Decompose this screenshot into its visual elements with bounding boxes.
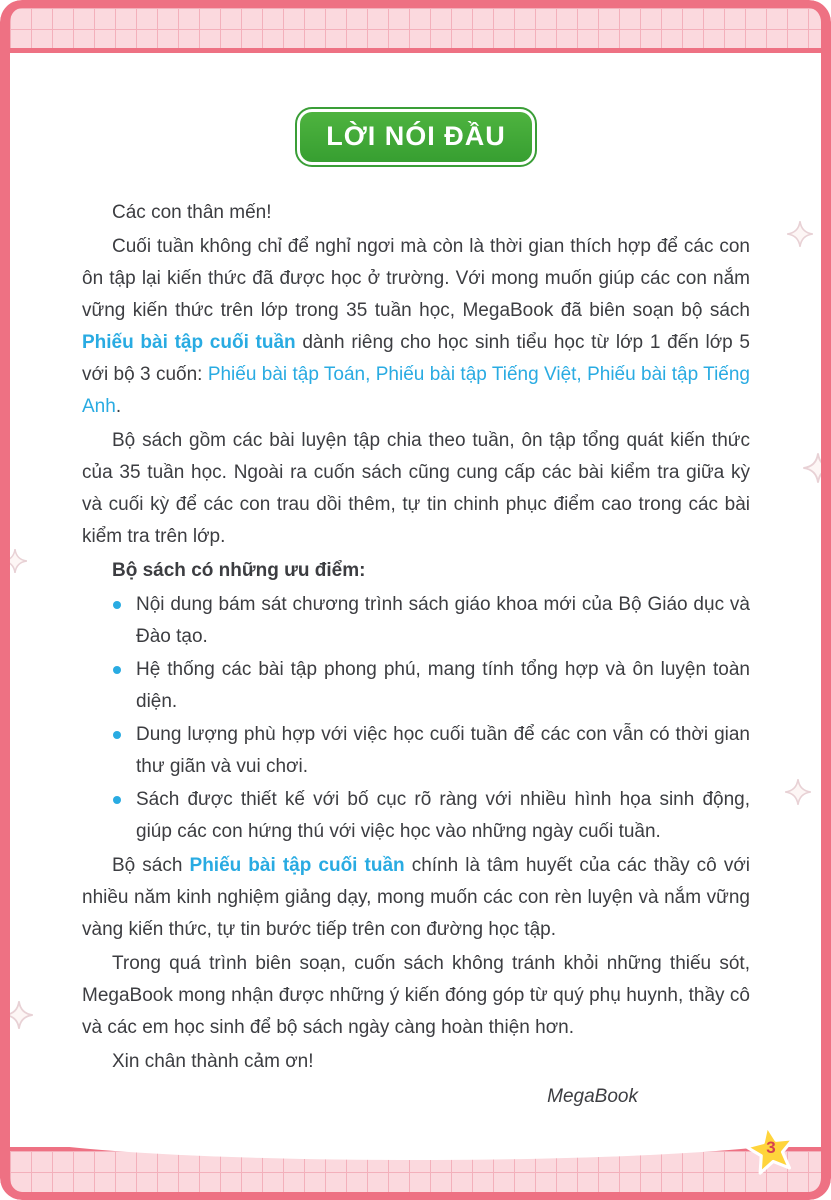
feature-text: Nội dung bám sát chương trình sách giáo khoa mới của Bộ Giáo dục và Đào tạo. xyxy=(136,594,750,647)
overview-paragraph: Bộ sách gồm các bài luyện tập chia theo tuần, ôn tập tổng quát kiến thức của 35 tuần học. Ngoài ra cuốn sách cũng cung cấp các bài kiểm tra giữa kỳ và cuối kỳ để các con trau dồi thêm, tự tin chinh phục điểm cao trong các bài kiểm tra trên lớp. xyxy=(82,430,750,547)
series-name-highlight: Phiếu bài tập cuối tuần xyxy=(189,855,405,876)
intro-paragraph xyxy=(82,231,750,423)
commitment-text-1: Bộ sách xyxy=(112,855,190,876)
feedback-paragraph: Trong quá trình biên soạn, cuốn sách không tránh khỏi những thiếu sót, MegaBook mong nhận được những ý kiến đóng góp từ quý phụ huynh, thầy cô và các em học sinh để bộ sách ngày càng hoàn thiện hơn. xyxy=(82,953,750,1038)
intro-text-1: Cuối tuần không chỉ để nghỉ ngơi mà còn là thời gian thích hợp để các con ôn tập lại kiến thức đã được học ở trường. Với mong muốn giúp các con nắm vững kiến thức trên lớp trong 35 tuần học, MegaBook đã biên soạn bộ sách xyxy=(82,236,750,321)
feature-text: Hệ thống các bài tập phong phú, mang tính tổng hợp và ôn luyện toàn diện. xyxy=(136,659,750,712)
title-row xyxy=(82,107,750,167)
features-list xyxy=(112,589,750,848)
title-badge xyxy=(295,107,537,167)
greeting-paragraph: Các con thân mến! xyxy=(112,202,272,223)
features-heading: Bộ sách có những ưu điểm: xyxy=(112,560,366,581)
intro-text-3: . xyxy=(115,396,122,417)
bullet-icon xyxy=(113,731,121,739)
feature-text: Dung lượng phù hợp với việc học cuối tuần để các con vẫn có thời gian thư giãn và vui chơi. xyxy=(136,724,750,777)
thanks-paragraph: Xin chân thành cảm ơn! xyxy=(112,1051,314,1072)
intro-text-2: dành riêng cho học sinh tiểu học từ lớp 1 đến lớp 5 với bộ 3 cuốn: xyxy=(82,332,750,385)
bullet-icon xyxy=(113,796,121,804)
feature-item xyxy=(112,784,750,848)
series-name-highlight: Phiếu bài tập cuối tuần xyxy=(82,332,296,353)
page-title: LỜI NÓI ĐẦU xyxy=(300,112,532,162)
bullet-icon xyxy=(113,601,121,609)
bullet-icon xyxy=(113,666,121,674)
feature-text: Sách được thiết kế với bố cục rõ ràng với nhiều hình họa sinh động, giúp các con hứng thú với việc học vào những ngày cuối tuần. xyxy=(136,789,750,842)
left-border xyxy=(0,52,10,1148)
page-number: 3 xyxy=(766,1138,776,1157)
commitment-paragraph xyxy=(82,850,750,946)
body-text xyxy=(82,197,750,1113)
signature: MegaBook xyxy=(547,1086,638,1107)
page-number-star xyxy=(744,1122,798,1176)
feature-item xyxy=(112,654,750,718)
feature-item xyxy=(112,719,750,783)
right-border xyxy=(821,52,831,1148)
feature-item xyxy=(112,589,750,653)
book-titles-highlight: Phiếu bài tập Toán, Phiếu bài tập Tiếng Việt, Phiếu bài tập Tiếng Anh xyxy=(82,364,750,417)
commitment-text-2: chính là tâm huyết của các thầy cô với nhiều năm kinh nghiệm giảng dạy, mong muốn các con rèn luyện và nắm vững vàng kiến thức, tự tin bước tiếp trên con đường học tập. xyxy=(82,855,750,940)
